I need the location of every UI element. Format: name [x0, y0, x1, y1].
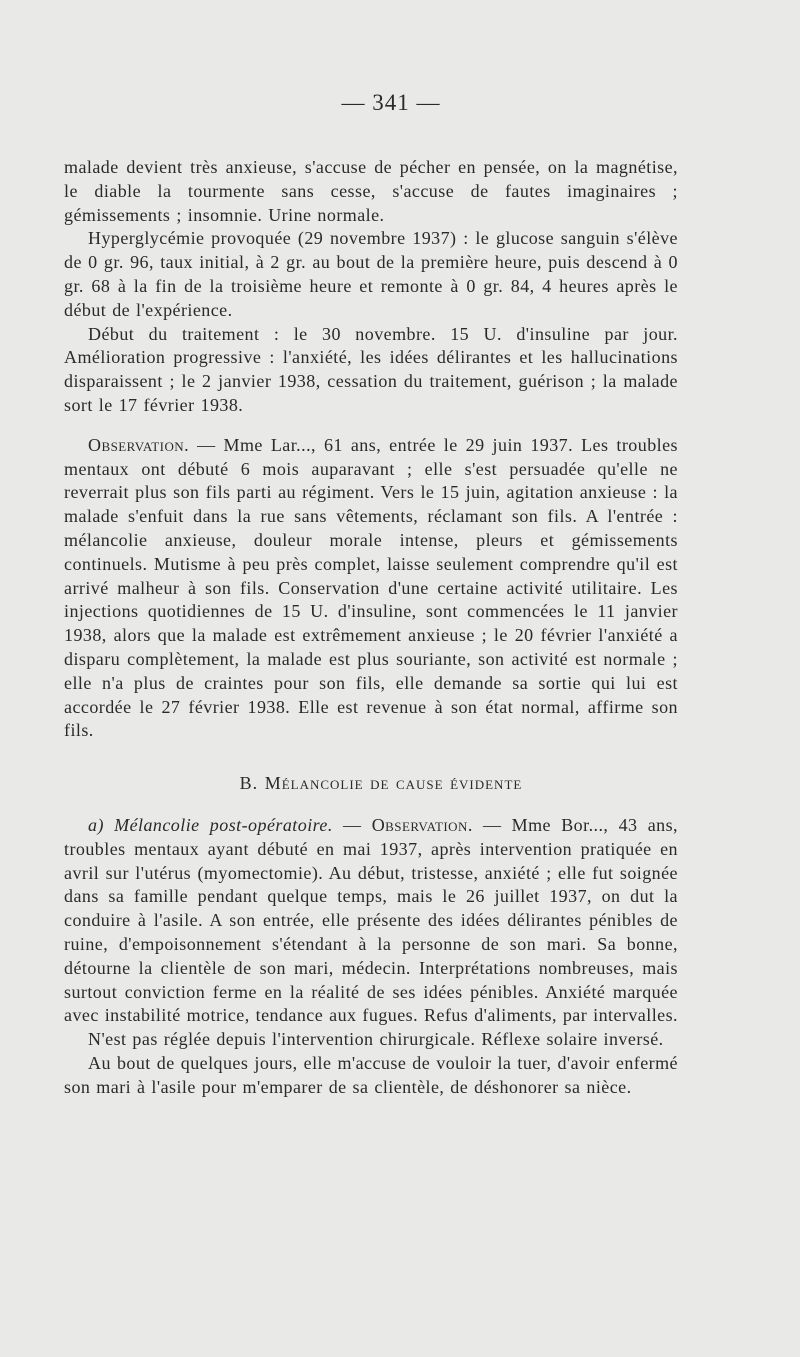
subsection-dash: —	[332, 814, 372, 835]
section-letter: B.	[239, 773, 259, 794]
paragraph-treatment: Début du traitement : le 30 novembre. 15 U. d'insuline par jour. Amélioration progressive : l'anxiété, les idées délirantes et les hallucinations disparaissent ; le 2 janvier 1938, cessation du traitement, guérison ; la malade sort le 17 février 1938.	[64, 323, 678, 415]
subsection-title: Mélancolie post-opératoire.	[114, 814, 333, 835]
subsection-letter: a)	[88, 814, 104, 835]
page-number: — 341 —	[341, 90, 441, 115]
section-heading	[64, 772, 678, 796]
paragraph-continuation: malade devient très anxieuse, s'accuse de pécher en pensée, on la magnétise, le diable la tourmente sans cesse, s'accuse de fautes imaginaires ; gémissements ; insomnie. Urine normale.	[64, 157, 678, 225]
observation-text: — Mme Lar..., 61 ans, entrée le 29 juin 1937. Les troubles mentaux ont débuté 6 mois auparavant ; elle s'est persuadée qu'elle ne reverrait plus son fils parti au régiment. Vers le 15 juin, agitation anxieuse : la malade s'enfuit dans la rue sans vêtements, réclamant son fils. A l'entrée : mélancolie anxieuse, douleur morale intense, pleurs et gémissements continuels. Mutisme à peu près complet, laisse seulement comprendre qu'il est arrivé malheur à son fils. Conservation d'une certaine activité utilitaire. Les injections quotidiennes de 15 U. d'insuline, sont commencées le 11 janvier 1938, alors que la malade est extrêmement anxieuse ; le 20 février l'anxiété a disparu complètement, la malade est plus souriante, son activité est normale ; elle n'a plus de craintes pour son fils, elle demande sa sortie qui lui est accordée le 27 février 1938. Elle est revenue à son état normal, affirme son fils.	[64, 434, 678, 741]
observation-text: — Mme Bor..., 43 ans, troubles mentaux ayant débuté en mai 1937, après intervention pratiquée en avril sur l'utérus (myomectomie). Au début, tristesse, anxiété ; elle fut soignée dans sa famille pendant quelque temps, mais le 26 juillet 1937, on dut la conduire à l'asile. A son entrée, elle présente des idées délirantes pénibles de ruine, d'empoisonnement s'étendant à la personne de son mari. Sa bonne, détourne la clientèle de son mari, médecin. Interprétations nombreuses, mais surtout conviction ferme en la réalité de ses idées pénibles. Anxiété marquée avec instabilité motrice, tendance aux fugues. Refus d'aliments, par intervalles.	[64, 814, 678, 1026]
observation-label: Observation.	[88, 434, 190, 455]
paragraph-hyperglycemia: Hyperglycémie provoquée (29 novembre 1937) : le glucose sanguin s'élève de 0 gr. 96, taux initial, à 2 gr. au bout de la première heure, puis descend à 0 gr. 68 à la fin de la troisième heure et remonte à 0 gr. 84, 4 heures après le début de l'expérience.	[64, 228, 678, 320]
body-text	[64, 156, 678, 1099]
observation-label: Observation.	[371, 814, 473, 835]
section-title: Mélancolie de cause évidente	[264, 773, 523, 794]
paragraph-observation-bor	[64, 814, 678, 1028]
paragraph-accusation: Au bout de quelques jours, elle m'accuse de vouloir la tuer, d'avoir enfermé son mari à l'asile pour m'emparer de sa clientèle, de déshonorer sa nièce.	[64, 1052, 678, 1097]
paragraph-menstruation: N'est pas réglée depuis l'intervention chirurgicale. Réflexe solaire inversé.	[88, 1029, 664, 1050]
paragraph-observation-lar	[64, 434, 678, 743]
